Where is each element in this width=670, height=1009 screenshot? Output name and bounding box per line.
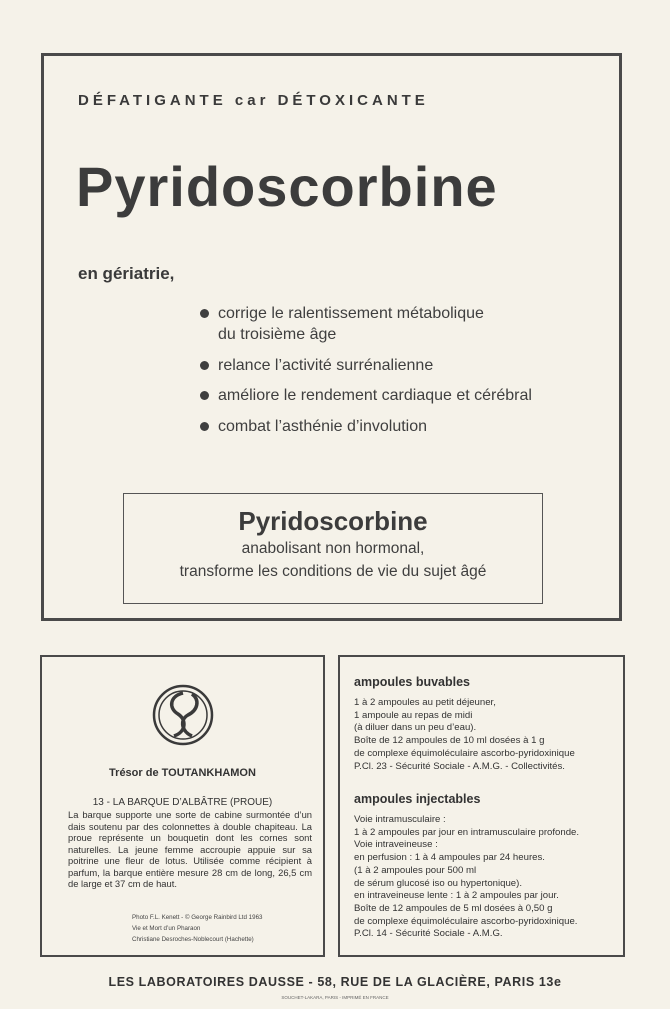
injectables-heading: ampoules injectables: [354, 792, 481, 806]
advert-main-box: [41, 53, 622, 621]
injectables-text: Voie intramusculaire : 1 à 2 ampoules par jour en intramusculaire profonde. Voie intraveineuse : en perfusion : 1 à 4 ampoules par 24 heures. (1 à 2 ampoules pour 500 ml de sérum glucosé iso ou hypertonique). en intraveineuse lente : 1 à 2 ampoules par jour. Boîte de 12 ampoules de 5 ml dosées à 0,50 g de complexe équimoléculaire ascorbo-pyridoxinique. P.Cl. 14 - Sécurité Sociale - A.M.G.: [354, 814, 580, 940]
benefits-list: [200, 303, 532, 446]
brand-title: Pyridoscorbine: [76, 155, 498, 218]
buvables-text: 1 à 2 ampoules au petit déjeuner, 1 ampoule au repas de midi (à diluer dans un peu d’eau). Boîte de 12 ampoules de 10 ml dosées à 1 g de complexe équimoléculaire ascorbo-pyridoxinique P.Cl. 23 - Sécurité Sociale - A.M.G. - Collectivités.: [354, 697, 575, 772]
benefit-item: corrige le ralentissement métabolique du troisième âge: [200, 303, 532, 345]
laboratory-address: LES LABORATOIRES DAUSSE - 58, RUE DE LA GLACIÈRE, PARIS 13e: [108, 975, 562, 989]
summary-line: transforme les conditions de vie du sujet âgé: [179, 563, 487, 580]
summary-brand: Pyridoscorbine: [238, 506, 428, 536]
brand-summary-box: [123, 493, 543, 604]
printer-credit: SOUCHET-LAKARA, PARIS - IMPRIMÉ EN FRANCE: [281, 995, 389, 1000]
swirl-emblem-icon: [152, 684, 214, 746]
benefit-item: relance l’activité surrénalienne: [200, 355, 532, 376]
tagline: DÉFATIGANTE car DÉTOXICANTE: [78, 92, 429, 109]
artwork-title: Trésor de TOUTANKHAMON: [109, 767, 256, 779]
benefit-item: combat l’asthénie d’involution: [200, 416, 532, 437]
intro-text: en gériatrie,: [78, 264, 175, 283]
artwork-item-title: 13 - LA BARQUE D’ALBÂTRE (PROUE): [92, 797, 273, 808]
artwork-box: [40, 655, 325, 957]
artwork-description: La barque supporte une sorte de cabine surmontée d’un dais soutenu par des colonnettes à double chapiteau. La proue représente un bouquetin dont les cornes sont naturelles. La jeune femme accroupie appuie sur sa poitrine une fleur de lotus. Utilisée comme récipient à parfum, la barque entière mesure 28 cm de long, 26,5 cm de large et 37 cm de haut.: [68, 809, 312, 889]
summary-line: anabolisant non hormonal,: [241, 540, 425, 557]
photo-credits: Photo F.L. Kenett - © George Rainbird Ltd 1963 Vie et Mort d’un Pharaon Christiane Desroches-Noblecourt (Hachette): [132, 914, 263, 943]
benefit-item: améliore le rendement cardiaque et cérébral: [200, 385, 532, 406]
posology-box: [338, 655, 625, 957]
buvables-heading: ampoules buvables: [354, 675, 471, 689]
